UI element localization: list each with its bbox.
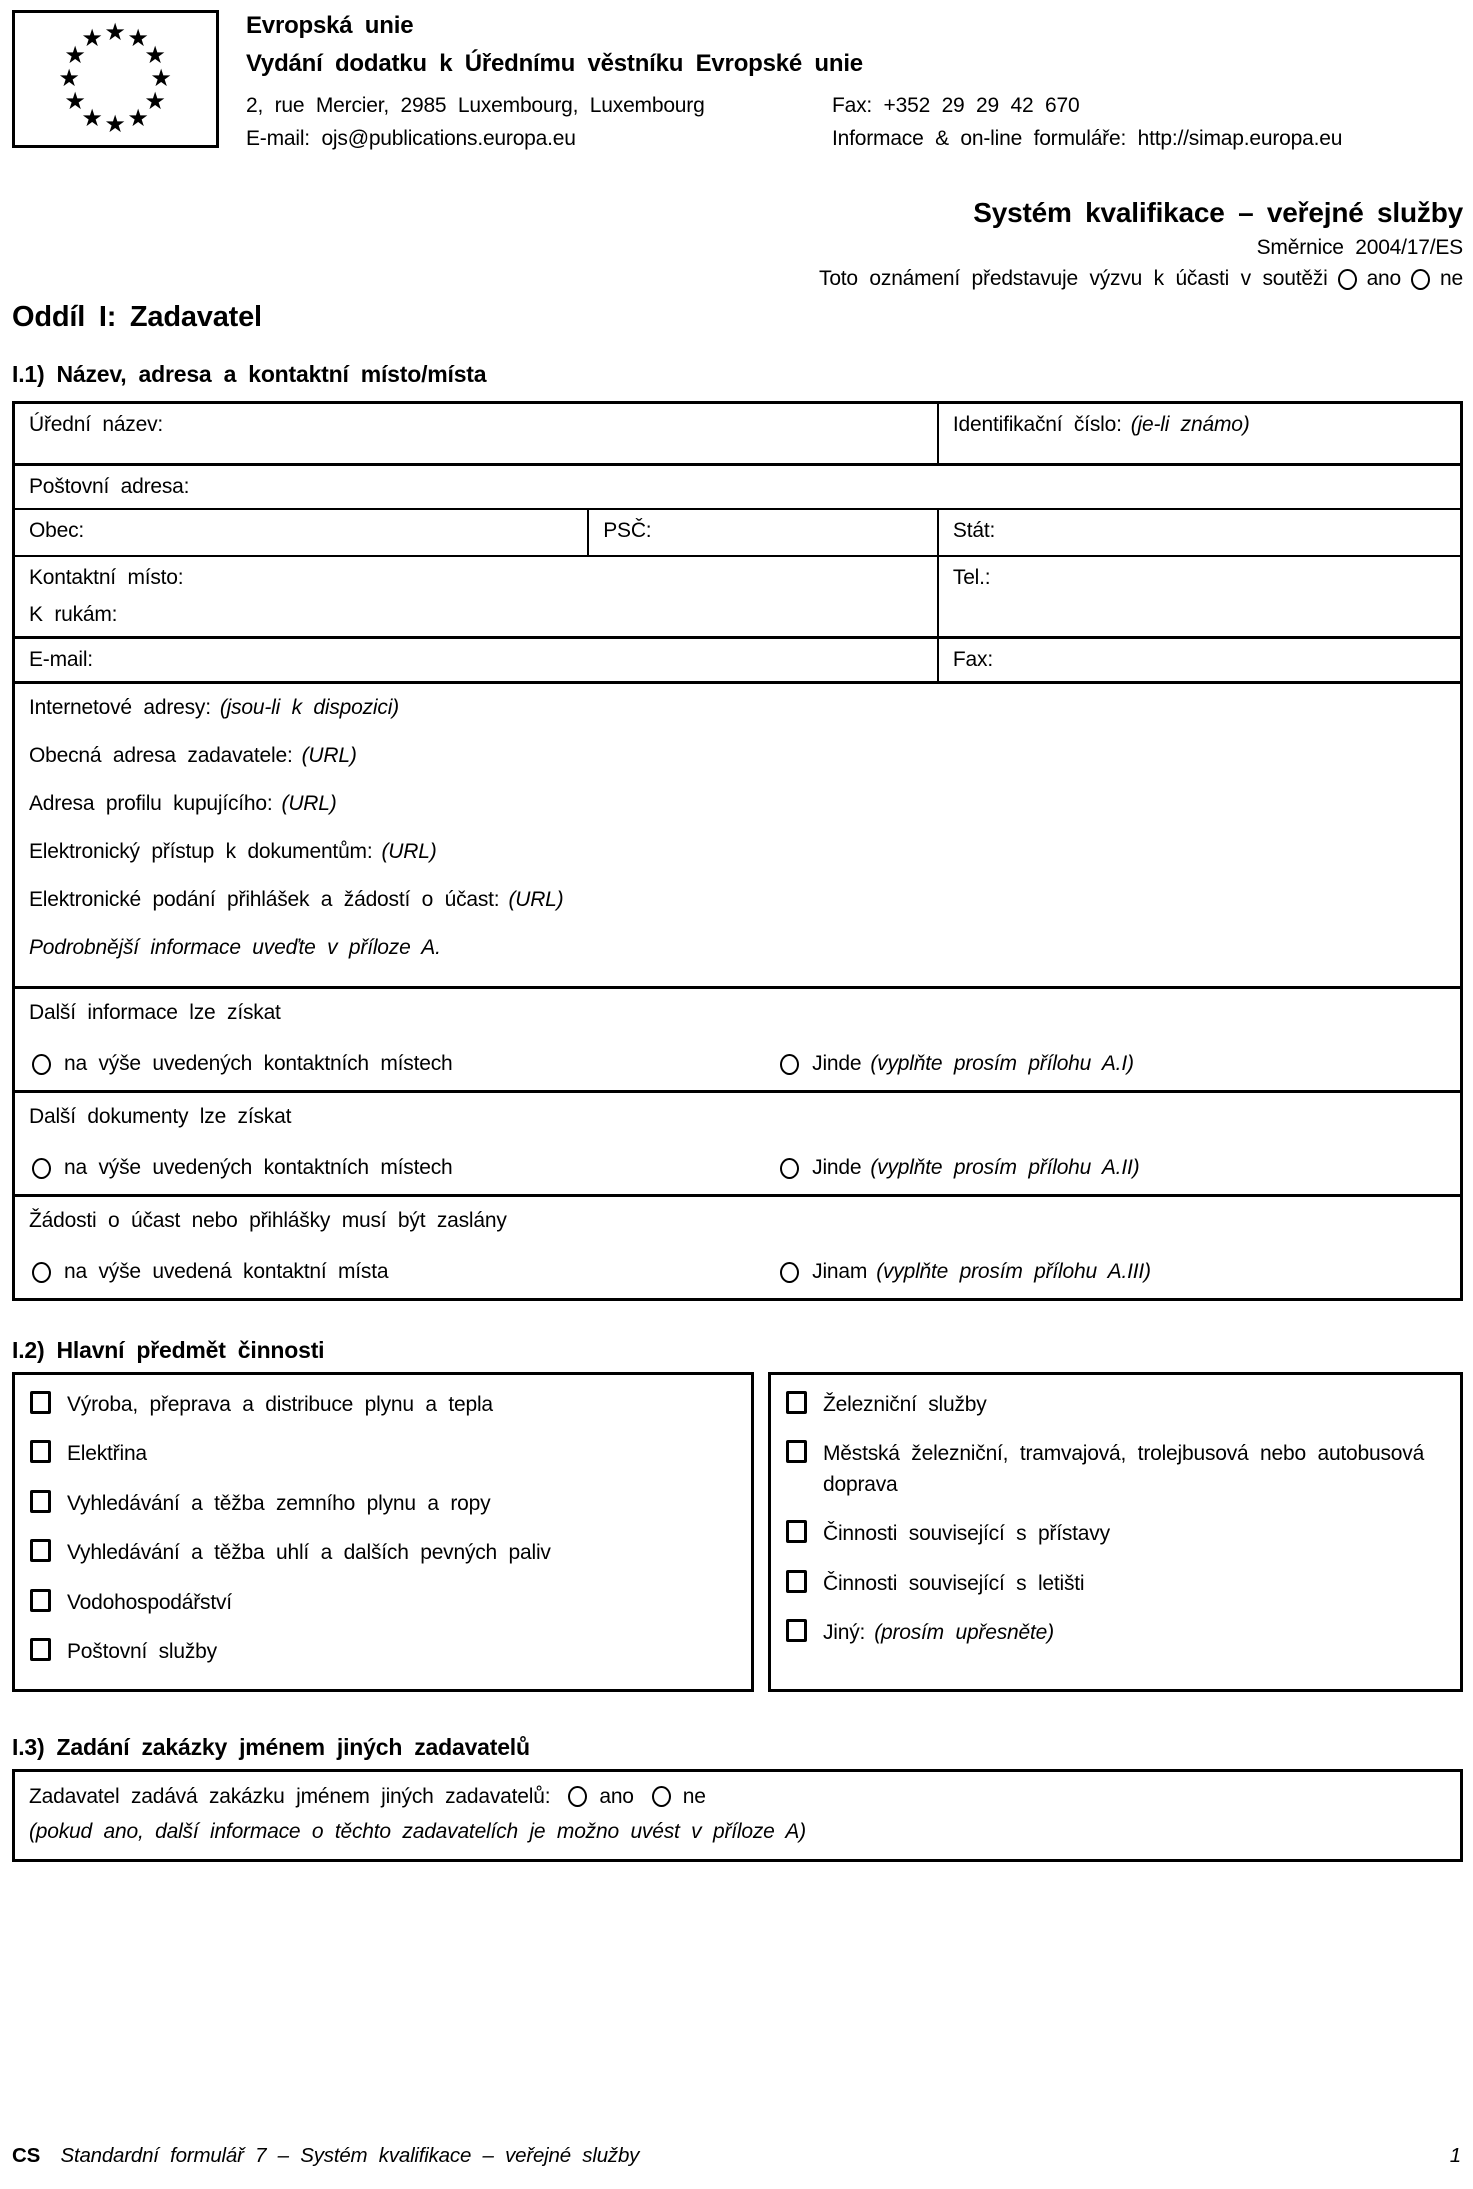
star-icon: ★ [64,42,86,69]
internet-addresses-label: Internetové adresy: [29,696,211,719]
option-label: Jinde [812,1052,862,1075]
section-1-heading: Oddíl I: Zadavatel [12,301,262,333]
group-label: Další informace lze získat [29,1001,281,1024]
contest-question: Toto oznámení představuje výzvu k účasti v soutěži [819,267,1328,290]
notice-title-block [12,197,1463,291]
activity-item: Výroba, přeprava a distribuce plynu a tepla [30,1390,736,1420]
documents-above-radio[interactable] [32,1158,51,1179]
other-activity-checkbox[interactable] [786,1619,807,1642]
option-note: (vyplňte prosím přílohu A.III) [876,1260,1151,1283]
star-icon: ★ [81,105,103,132]
option-label: na výše uvedená kontaktní místa [64,1260,389,1283]
awarding-yes-label: ano [599,1784,634,1808]
awarding-yes-radio[interactable] [568,1786,587,1807]
publisher-info-url: Informace & on-line formuláře: http://simap.europa.eu [832,127,1343,150]
postal-services-checkbox[interactable] [30,1638,51,1661]
page-header [12,10,1463,151]
edocs-access-label: Elektronický přístup k dokumentům: [29,840,373,863]
awarding-note: (pokud ano, další informace o těchto zadavatelích je možno uvést v příloze A) [29,1819,806,1843]
activity-item: Činnosti související s přístavy [786,1519,1445,1549]
esubmission-label: Elektronické podání přihlášek a žádostí o účast: [29,888,500,911]
gas-oil-exploration-checkbox[interactable] [30,1490,51,1513]
railway-services-checkbox[interactable] [786,1391,807,1414]
main-activity-left-column [12,1372,754,1692]
activity-item: Elektřina [30,1439,736,1469]
publisher-address: 2, rue Mercier, 2985 Luxembourg, Luxembourg [246,94,705,117]
publication-title: Vydání dodatku k Úřednímu věstníku Evropské unie [246,50,863,77]
group-label: Žádosti o účast nebo přihlášky musí být zaslány [29,1209,507,1232]
section-i3-heading: I.3) Zadání zakázky jménem jiných zadavatelů [12,1733,530,1760]
directive-ref: Směrnice 2004/17/ES [1256,236,1463,259]
gas-heat-checkbox[interactable] [30,1391,51,1414]
city-field: Obec: [29,519,85,542]
contest-yes-radio[interactable] [1338,269,1357,290]
applications-sent-group [15,1197,1460,1298]
option-note: (vyplňte prosím přílohu A.I) [870,1052,1134,1075]
official-name-field: Úřední název: [29,413,164,436]
activity-item: Činnosti související s letišti [786,1569,1445,1599]
option-label: Jinam [812,1260,868,1283]
buyer-profile-label: Adresa profilu kupujícího: [29,792,273,815]
internet-addresses-block: Internetové adresy: (jsou-li k dispozici) Obecná adresa zadavatele: (URL) Adresa profilu kupujícího: (URL) Elektronický přístup k dokumentům: (URL) Elektronické podání přihlášek a žádostí o účast: (URL) Podrobnější informace uveďte v příloze A. [29,696,564,959]
section-i1-table [12,401,1463,1301]
star-icon: ★ [144,88,166,115]
footer-form-name: Standardní formulář 7 – Systém kvalifikace – veřejné služby [60,2144,640,2167]
group-label: Další dokumenty lze získat [29,1105,292,1128]
publisher-info [246,10,1342,151]
general-address-label: Obecná adresa zadavatele: [29,744,293,767]
applications-other-radio[interactable] [780,1262,799,1283]
activity-item: Vyhledávání a těžba zemního plynu a ropy [30,1489,736,1519]
publisher-email: E-mail: ojs@publications.europa.eu [246,127,576,150]
port-activities-checkbox[interactable] [786,1520,807,1543]
language-code: CS [12,2144,41,2167]
contest-no-radio[interactable] [1411,269,1430,290]
further-information-group [15,989,1460,1090]
option-label: na výše uvedených kontaktních místech [64,1052,453,1075]
further-info-other-radio[interactable] [780,1054,799,1075]
star-icon: ★ [127,25,149,52]
star-icon: ★ [58,65,80,92]
main-activity-columns [12,1372,1463,1692]
activity-item: Vyhledávání a těžba uhlí a dalších pevných paliv [30,1538,736,1568]
contest-yes-label: ano [1366,267,1402,290]
page-number: 1 [1449,2144,1461,2167]
other-label: Jiný: [823,1621,866,1645]
further-info-above-radio[interactable] [32,1054,51,1075]
country-field: Stát: [937,510,1460,555]
other-note: (prosím upřesněte) [874,1621,1054,1645]
identification-number-field: Identifikační číslo: (je-li známo) [937,404,1460,463]
page-footer [12,2144,1461,2168]
activity-item: Poštovní služby [30,1637,736,1667]
star-icon: ★ [144,42,166,69]
star-icon: ★ [104,111,126,138]
activity-item: Vodohospodářství [30,1588,736,1618]
activity-item: Městská železniční, tramvajová, trolejbusová nebo autobusová doprava [786,1439,1445,1500]
further-documents-group [15,1093,1460,1194]
email-field: E-mail: [29,648,93,671]
electricity-checkbox[interactable] [30,1440,51,1463]
section-i3-box [12,1769,1463,1862]
coal-exploration-checkbox[interactable] [30,1539,51,1562]
activity-item: Železniční služby [786,1390,1445,1420]
section-i1-heading: I.1) Název, adresa a kontaktní místo/místa [12,361,487,387]
option-label: Jinde [812,1156,862,1179]
contact-point-field: Kontaktní místo: K rukám: [29,566,184,626]
fax-field: Fax: [937,639,1460,681]
option-label: na výše uvedených kontaktních místech [64,1156,453,1179]
postcode-field: PSČ: [587,510,937,555]
water-checkbox[interactable] [30,1589,51,1612]
form-title: Systém kvalifikace – veřejné služby [973,197,1463,228]
activity-item [786,1618,1445,1648]
awarding-question: Zadavatel zadává zakázku jménem jiných zadavatelů: [29,1784,551,1808]
star-icon: ★ [64,88,86,115]
postal-address-field: Poštovní adresa: [29,475,190,498]
documents-other-radio[interactable] [780,1158,799,1179]
eu-label: Evropská unie [246,12,414,39]
star-icon: ★ [150,65,172,92]
awarding-no-label: ne [682,1784,706,1808]
contest-question-row [12,267,1463,291]
section-i2-heading: I.2) Hlavní předmět činnosti [12,1337,325,1363]
publisher-fax: Fax: +352 29 29 42 670 [832,94,1080,117]
main-activity-right-column [768,1372,1463,1692]
star-icon: ★ [127,105,149,132]
telephone-field: Tel.: [937,557,1460,636]
awarding-no-radio[interactable] [652,1786,671,1807]
airport-activities-checkbox[interactable] [786,1570,807,1593]
star-icon: ★ [81,25,103,52]
eu-flag-logo [12,10,219,148]
urban-transport-checkbox[interactable] [786,1440,807,1463]
star-icon: ★ [104,19,126,46]
contest-no-label: ne [1440,267,1463,290]
applications-above-radio[interactable] [32,1262,51,1283]
annex-a-note: Podrobnější informace uveďte v příloze A. [29,936,441,959]
option-note: (vyplňte prosím přílohu A.II) [870,1156,1140,1179]
